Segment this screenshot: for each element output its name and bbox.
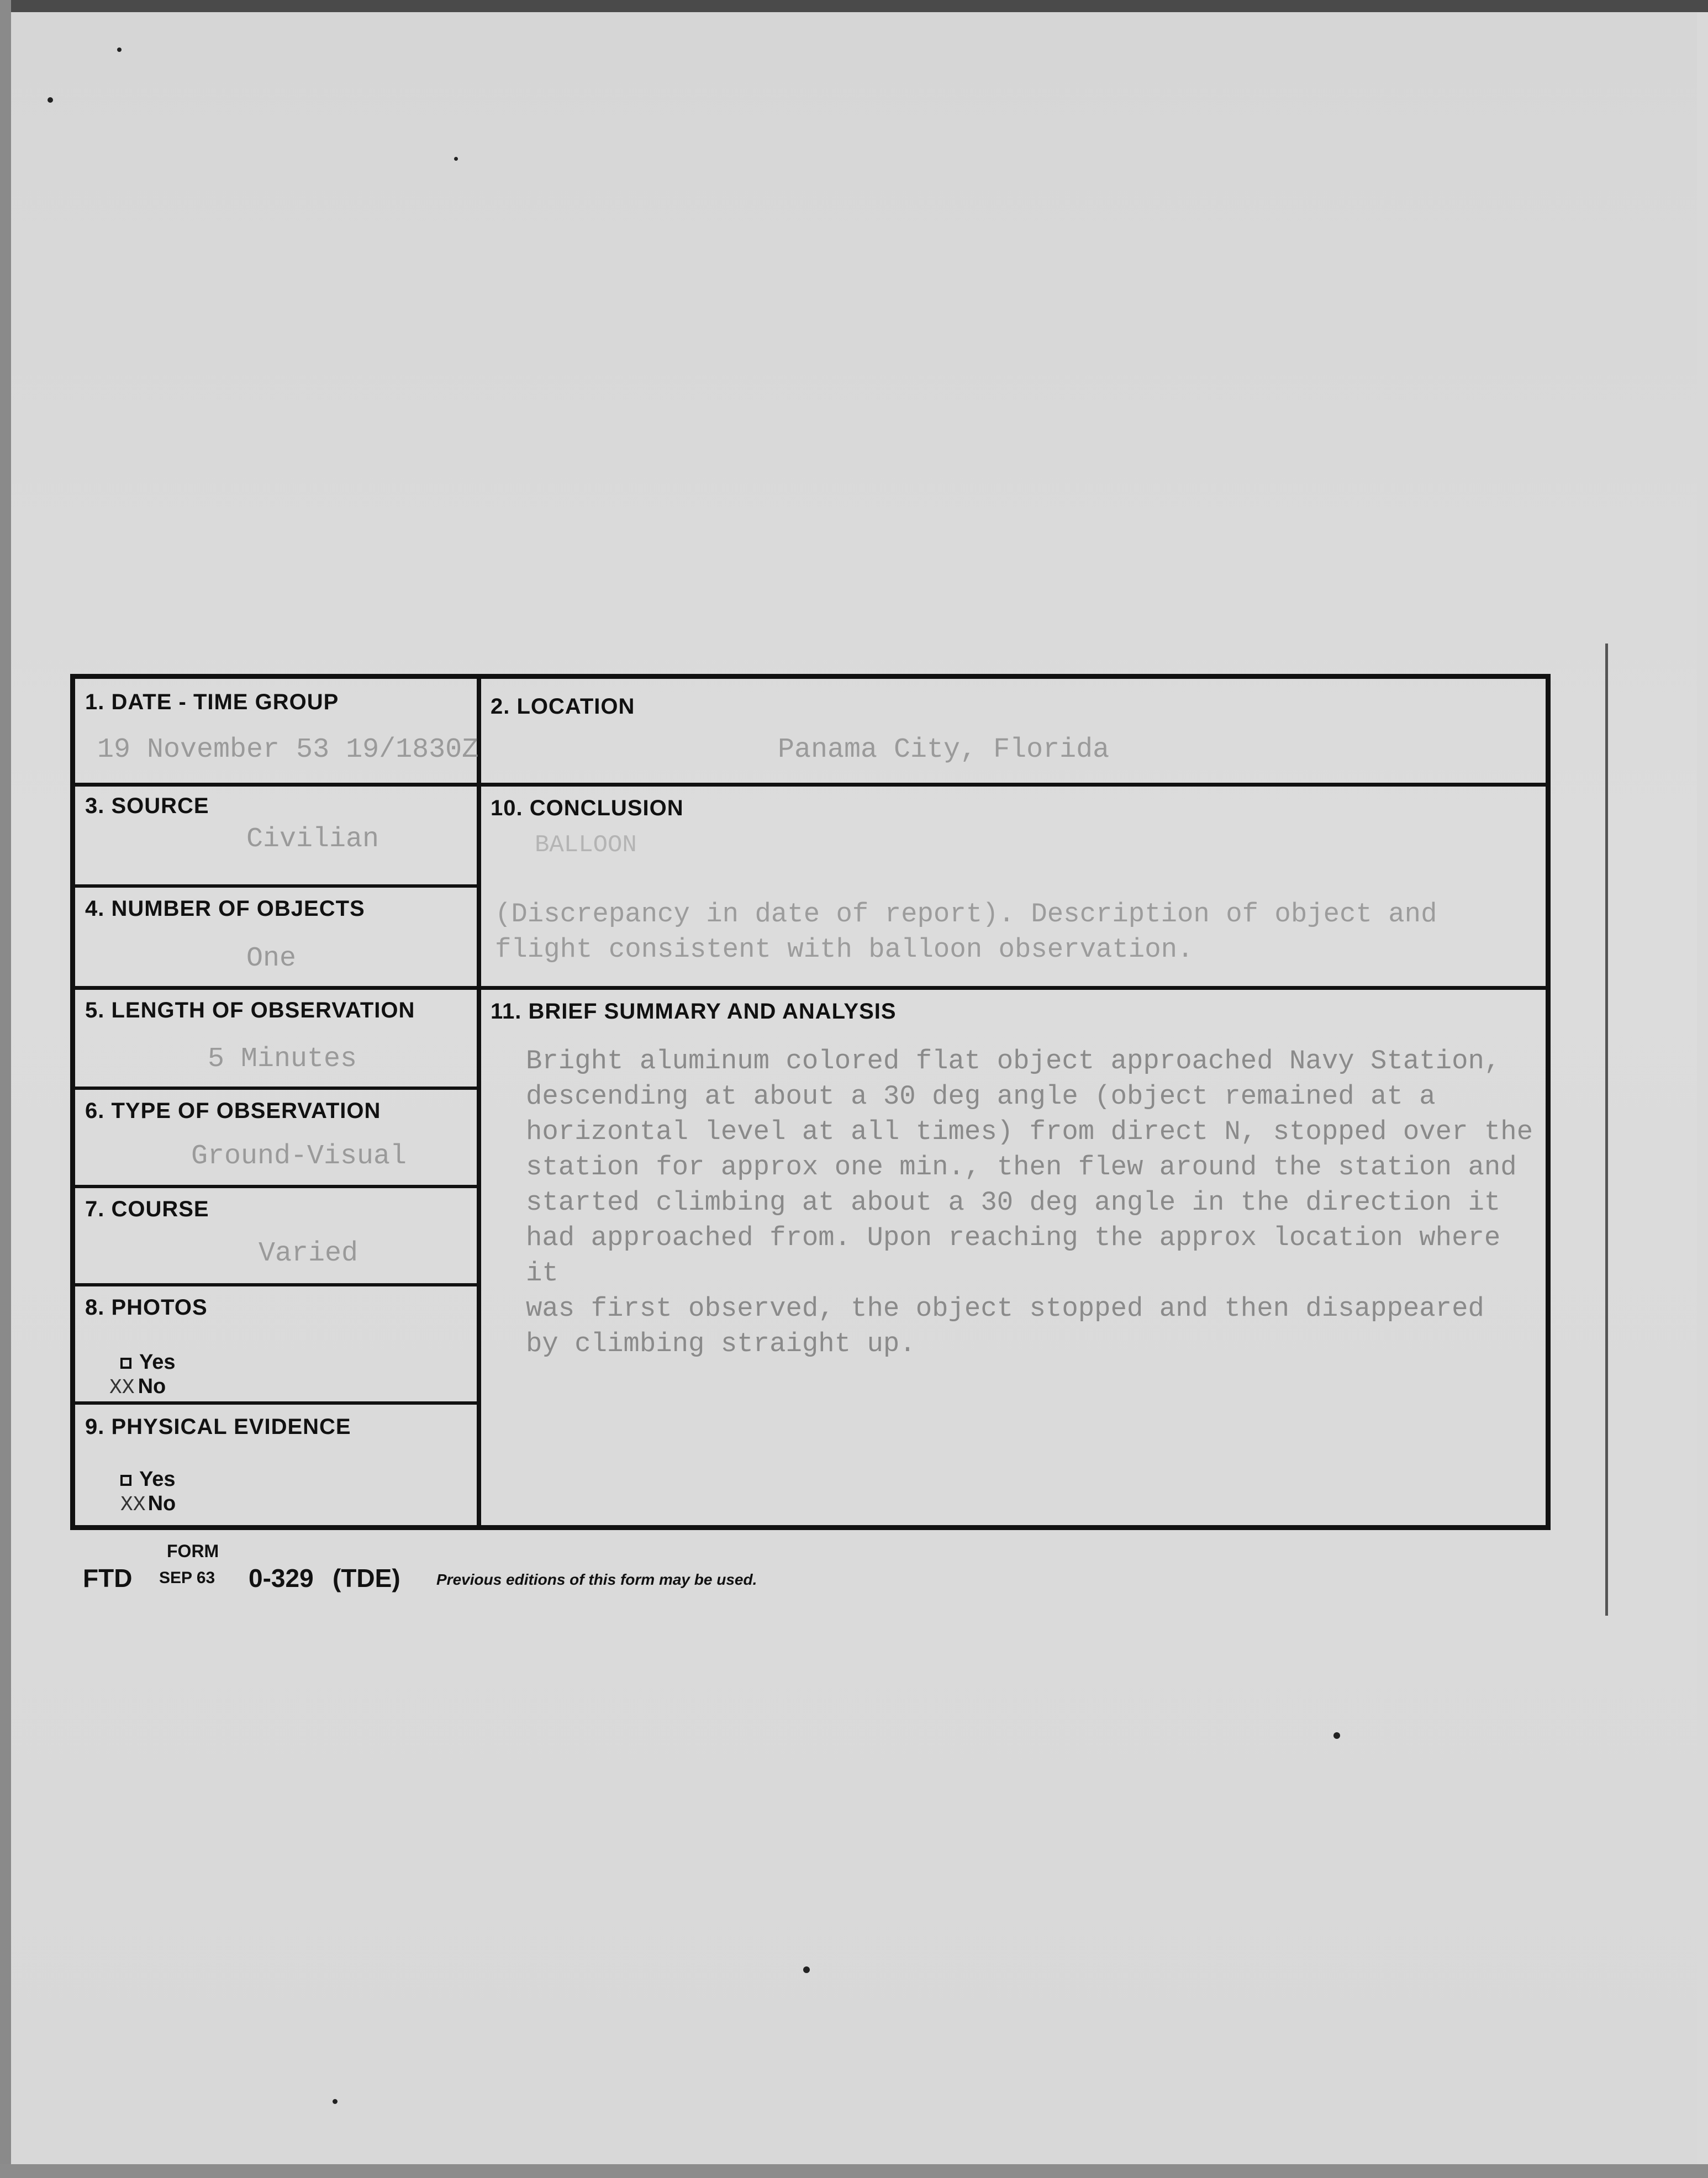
form-word: FORM — [167, 1541, 219, 1561]
scan-speck — [1333, 1732, 1340, 1739]
date-time-group-value: 19 November 53 19/1830Z — [97, 734, 479, 766]
source-value: Civilian — [246, 824, 379, 855]
physical-evidence-yes-label: Yes — [139, 1468, 176, 1491]
photos-yes-label: Yes — [139, 1351, 176, 1374]
summary-text: Bright aluminum colored flat object approached Navy Station, descending at about a 30 deg angle (object remained at a horizontal level at all times) from direct N, stopped over the station for approx one min., then flew around the station and started climbing at about a 30 deg angle in the direction it had approached from. Upon reaching the approx location where it was first observed, the object stopped and then disappeared by climbing straight up. — [526, 1046, 1533, 1359]
type-of-observation-value: Ground-Visual — [191, 1141, 407, 1172]
scan-right-line — [1605, 644, 1608, 1616]
footer-tde: (TDE) — [333, 1564, 400, 1592]
photos-no-mark: XX — [109, 1376, 135, 1400]
column-divider — [477, 679, 481, 1525]
footer-form-number: 0-329 — [249, 1564, 314, 1592]
row-divider — [75, 783, 1546, 787]
row-divider — [75, 1401, 477, 1405]
photos-label: 8. PHOTOS — [85, 1295, 208, 1320]
physical-evidence-no-mark: XX — [120, 1493, 146, 1517]
photos-no-option[interactable] — [109, 1375, 166, 1400]
row-divider — [75, 1283, 477, 1286]
scan-speck — [454, 157, 458, 161]
physical-evidence-no-option[interactable] — [120, 1492, 176, 1517]
number-of-objects-value: One — [246, 943, 297, 974]
number-of-objects-label: 4. NUMBER OF OBJECTS — [85, 896, 365, 921]
summary-label: 11. BRIEF SUMMARY AND ANALYSIS — [491, 999, 897, 1024]
location-value: Panama City, Florida — [778, 734, 1110, 766]
scan-speck — [333, 2099, 338, 2104]
length-of-observation-value: 5 Minutes — [208, 1043, 357, 1075]
physical-evidence-no-label: No — [147, 1492, 176, 1515]
row-divider — [75, 884, 477, 888]
source-label: 3. SOURCE — [85, 794, 209, 818]
type-of-observation-label: 6. TYPE OF OBSERVATION — [85, 1099, 381, 1123]
conclusion-value: BALLOON — [535, 831, 637, 859]
footer-ftd: FTD — [83, 1564, 133, 1592]
scan-speck — [117, 48, 122, 52]
project-record-card — [70, 674, 1551, 1530]
scan-speck — [48, 97, 53, 103]
row-divider — [75, 1185, 477, 1188]
row-divider — [481, 986, 1546, 990]
course-value: Varied — [259, 1238, 359, 1269]
checkbox-icon — [120, 1475, 131, 1486]
course-label: 7. COURSE — [85, 1197, 209, 1221]
row-divider — [75, 986, 477, 990]
scan-top-edge — [0, 0, 1708, 12]
physical-evidence-label: 9. PHYSICAL EVIDENCE — [85, 1415, 351, 1439]
photos-yes-option[interactable] — [120, 1351, 176, 1374]
conclusion-label: 10. CONCLUSION — [491, 796, 684, 820]
conclusion-text: (Discrepancy in date of report). Description of object and flight consistent with balloon observation. — [495, 899, 1437, 965]
scan-bottom-edge — [0, 2164, 1708, 2178]
footer-note: Previous editions of this form may be used. — [436, 1571, 757, 1588]
scan-speck — [803, 1966, 810, 1973]
date-time-group-label: 1. DATE - TIME GROUP — [85, 690, 339, 714]
scan-left-edge — [0, 0, 11, 2178]
photos-no-label: No — [138, 1375, 166, 1398]
row-divider — [75, 1087, 477, 1090]
checkbox-icon — [120, 1358, 131, 1369]
length-of-observation-label: 5. LENGTH OF OBSERVATION — [85, 998, 415, 1022]
location-label: 2. LOCATION — [491, 694, 635, 719]
physical-evidence-yes-option[interactable] — [120, 1468, 176, 1491]
footer-date: SEP 63 — [159, 1569, 215, 1587]
